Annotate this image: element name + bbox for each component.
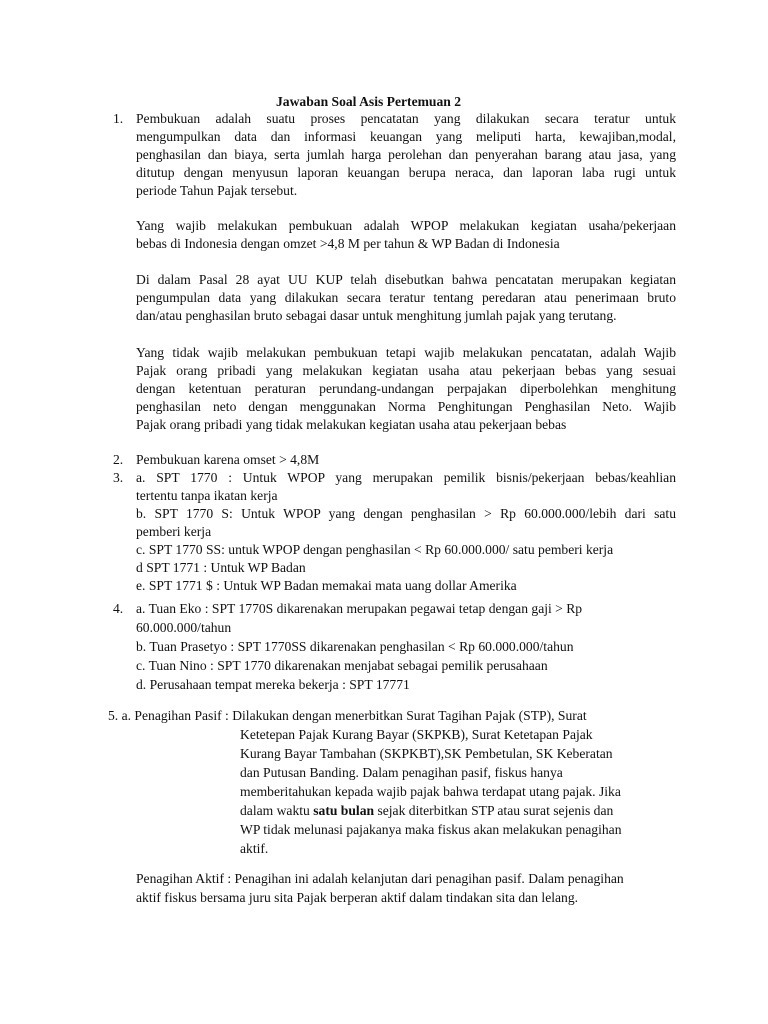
text-line: periode Tahun Pajak tersebut. bbox=[136, 183, 298, 198]
emphasis-text: satu bulan bbox=[313, 803, 375, 818]
text-line: pengumpulan data yang dilakukan secara teratur tentang peredaran atau penerimaan bruto bbox=[136, 290, 676, 305]
text-line: dan/atau penghasilan bruto sebagai dasar untuk menghitung jumlah pajak yang terutang. bbox=[136, 308, 617, 323]
text-line: e. SPT 1771 $ : Untuk WP Badan memakai mata uang dollar Amerika bbox=[136, 578, 517, 593]
text-line: ditutup dengan menyusun laporan keuangan berupa neraca, dan laporan laba rugi untuk bbox=[136, 165, 676, 180]
text-line: Ketetepan Pajak Kurang Bayar (SKPKB), Surat Ketetapan Pajak bbox=[240, 727, 593, 742]
text-line: Yang tidak wajib melakukan pembukuan tetapi wajib melakukan pencatatan, adalah Wajib bbox=[136, 345, 676, 360]
text-line: penghasilan neto dengan menggunakan Norma Penghitungan Penghasilan Neto. Wajib bbox=[136, 399, 676, 414]
text-line: penghasilan dan biaya, serta jumlah harga perolehan dan penyerahan barang atau jasa, yang bbox=[136, 147, 676, 162]
text-line: dengan ketentuan peraturan perundang-undangan perpajakan diperbolehkan menghitung bbox=[136, 381, 676, 396]
text-line: Yang wajib melakukan pembukuan adalah WPOP melakukan kegiatan usaha/pekerjaan bbox=[136, 218, 676, 233]
text-line: d. Perusahaan tempat mereka bekerja : SPT 17771 bbox=[136, 677, 410, 692]
text-line: Pajak orang pribadi yang melakukan kegiatan usaha atau pekerjaan bebas yang sesuai bbox=[136, 363, 676, 378]
q5-passive-label: 5. a. Penagihan Pasif : Dilakukan dengan menerbitkan Surat Tagihan Pajak (STP), Surat bbox=[108, 708, 587, 723]
text-line: Di dalam Pasal 28 ayat UU KUP telah disebutkan bahwa pencatatan merupakan kegiatan bbox=[136, 272, 676, 287]
text-line: bebas di Indonesia dengan omzet >4,8 M per tahun & WP Badan di Indonesia bbox=[136, 236, 560, 251]
text-line: d SPT 1771 : Untuk WP Badan bbox=[136, 560, 306, 575]
text-line: a. Tuan Eko : SPT 1770S dikarenakan merupakan pegawai tetap dengan gaji > Rp bbox=[136, 601, 583, 616]
page-title: Jawaban Soal Asis Pertemuan 2 bbox=[276, 94, 462, 109]
text-line: pemberi kerja bbox=[136, 524, 212, 539]
text-line: c. SPT 1770 SS: untuk WPOP dengan penghasilan < Rp 60.000.000/ satu pemberi kerja bbox=[136, 542, 614, 557]
text-line: memberitahukan kepada wajib pajak bahwa terdapat utang pajak. Jika bbox=[240, 784, 621, 799]
text-span: sejak diterbitkan STP atau surat sejenis dan bbox=[374, 803, 614, 818]
text-line: mengumpulkan data dan informasi keuangan yang meliputi harta, kewajiban,modal, bbox=[136, 129, 676, 144]
text-line: WP tidak melunasi pajakanya maka fiskus akan melakukan penagihan bbox=[240, 822, 622, 837]
text-line: b. Tuan Prasetyo : SPT 1770SS dikarenakan penghasilan < Rp 60.000.000/tahun bbox=[136, 639, 574, 654]
text-line: Pajak orang pribadi yang tidak melakukan kegiatan usaha atau pekerjaan bebas bbox=[136, 417, 567, 432]
text-line: Pembukuan adalah suatu proses pencatatan yang dilakukan secara teratur untuk bbox=[136, 111, 676, 126]
text-line bbox=[240, 802, 613, 820]
text-span: dalam waktu bbox=[240, 803, 314, 818]
text-line: dan Putusan Banding. Dalam penagihan pasif, fiskus hanya bbox=[240, 765, 563, 780]
text-line: 60.000.000/tahun bbox=[136, 620, 232, 635]
text-line: c. Tuan Nino : SPT 1770 dikarenakan menjabat sebagai pemilik perusahaan bbox=[136, 658, 548, 673]
q2-answer: Pembukuan karena omset > 4,8M bbox=[136, 452, 320, 467]
text-line: Kurang Bayar Tambahan (SKPKBT),SK Pembetulan, SK Keberatan bbox=[240, 746, 613, 761]
text-line: aktif fiskus bersama juru sita Pajak berperan aktif dalam tindakan sita dan lelang. bbox=[136, 890, 579, 905]
q1-number: 1. bbox=[113, 111, 124, 126]
q4-number: 4. bbox=[113, 601, 124, 616]
text-line: b. SPT 1770 S: Untuk WPOP yang dengan penghasilan > Rp 60.000.000/lebih dari satu bbox=[136, 506, 676, 521]
text-line: a. SPT 1770 : Untuk WPOP yang merupakan pemilik bisnis/pekerjaan bebas/keahlian bbox=[136, 470, 676, 485]
text-line: aktif. bbox=[240, 841, 269, 856]
q3-number: 3. bbox=[113, 470, 124, 485]
text-line: tertentu tanpa ikatan kerja bbox=[136, 488, 278, 503]
text-line: Penagihan Aktif : Penagihan ini adalah kelanjutan dari penagihan pasif. Dalam penagihan bbox=[136, 871, 624, 886]
q2-number: 2. bbox=[113, 452, 124, 467]
